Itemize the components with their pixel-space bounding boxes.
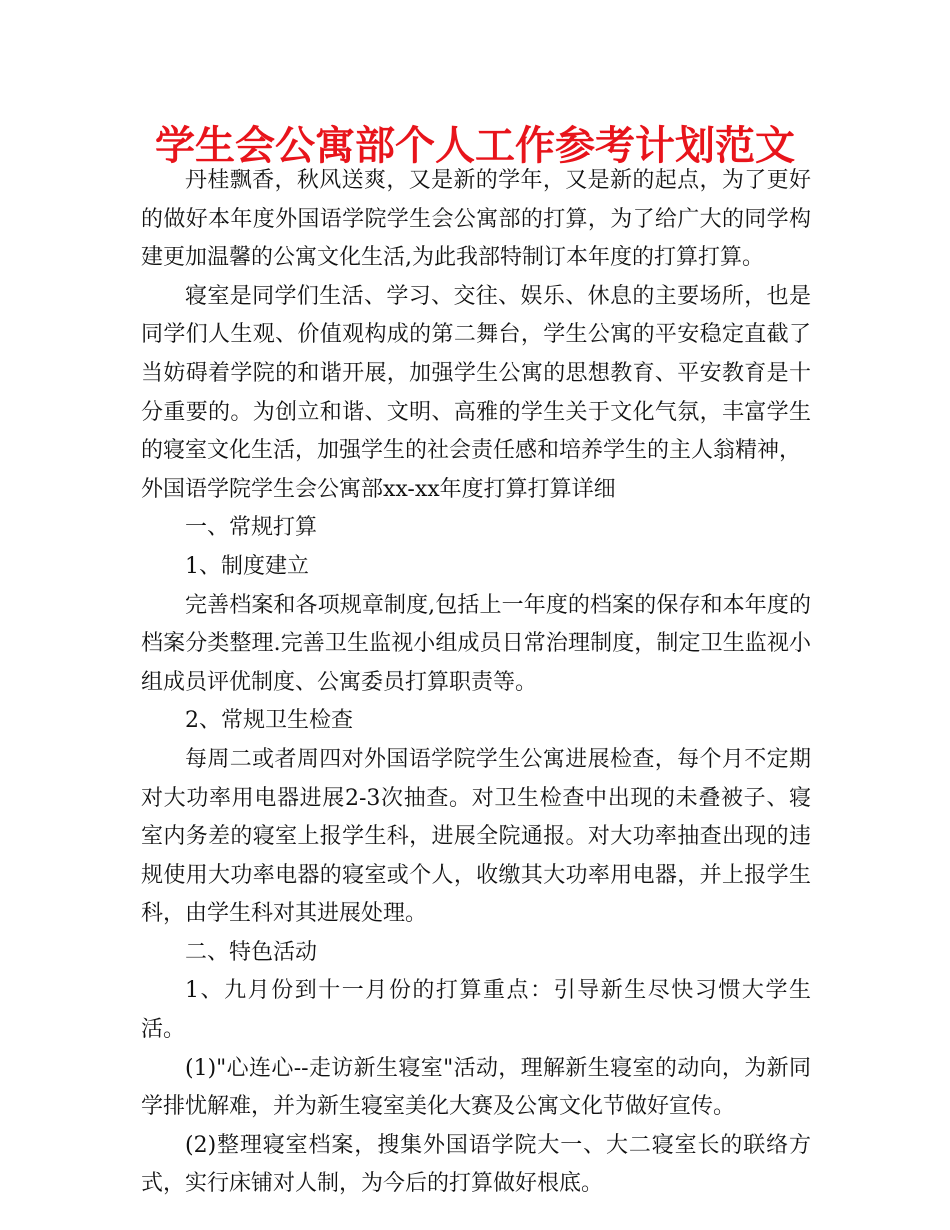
paragraph-plan-heading: 外国语学院学生会公寓部xx-xx年度打算打算详细 — [141, 476, 616, 502]
section-heading-routine: 一、常规打算 — [185, 515, 318, 541]
paragraph-intro: 丹桂飘香，秋风送爽，又是新的学年，又是新的起点，为了更好的做好本年度外国语学院学生会公寓部的打算，为了给广大的同学构建更加温馨的公寓文化生活,为此我部特制订本年度的打算打算。 — [141, 168, 811, 271]
subsection-heading-system: 1、制度建立 — [185, 553, 309, 579]
paragraph-activity-1: (1)"心连心--走访新生寝室"活动，理解新生寝室的动向，为新同学排忧解难，并为新生寝室美化大赛及公寓文化节做好宣传。 — [141, 1055, 811, 1120]
paragraph-system: 完善档案和各项规章制度,包括上一年度的档案的保存和本年度的档案分类整理.完善卫生监视小组成员日常治理制度，制定卫生监视小组成员评优制度、公寓委员打算职责等。 — [141, 592, 811, 695]
subsection-heading-inspection: 2、常规卫生检查 — [185, 708, 353, 734]
paragraph-inspection: 每周二或者周四对外国语学院学生公寓进展检查，每个月不定期对大功率用电器进展2-3次抽查。对卫生检查中出现的未叠被子、寝室内务差的寝室上报学生科，进展全院通报。对大功率抽查出现的违规使用大功率电器的寝室或个人，收缴其大功率用电器，并上报学生科，由学生科对其进展处理。 — [141, 746, 811, 927]
subsection-heading-sept-nov: 1、九月份到十一月份的打算重点：引导新生尽快习惯大学生活。 — [141, 978, 811, 1043]
document-body — [141, 162, 811, 1204]
document-title: 学生会公寓部个人工作参考计划范文 — [155, 123, 795, 169]
paragraph-activity-2: (2)整理寝室档案，搜集外国语学院大一、大二寝室长的联络方式，实行床铺对人制，为今后的打算做好根底。 — [141, 1132, 811, 1197]
paragraph-dormitory: 寝室是同学们生活、学习、交往、娱乐、休息的主要场所，也是同学们人生观、价值观构成的第二舞台，学生公寓的平安稳定直截了当妨碍着学院的和谐开展，加强学生公寓的思想教育、平安教育是十分重要的。为创立和谐、文明、高雅的学生关于文化气氛，丰富学生的寝室文化生活，加强学生的社会责任感和培养学生的主人翁精神， — [141, 283, 811, 464]
section-heading-activities: 二、特色活动 — [185, 939, 318, 965]
